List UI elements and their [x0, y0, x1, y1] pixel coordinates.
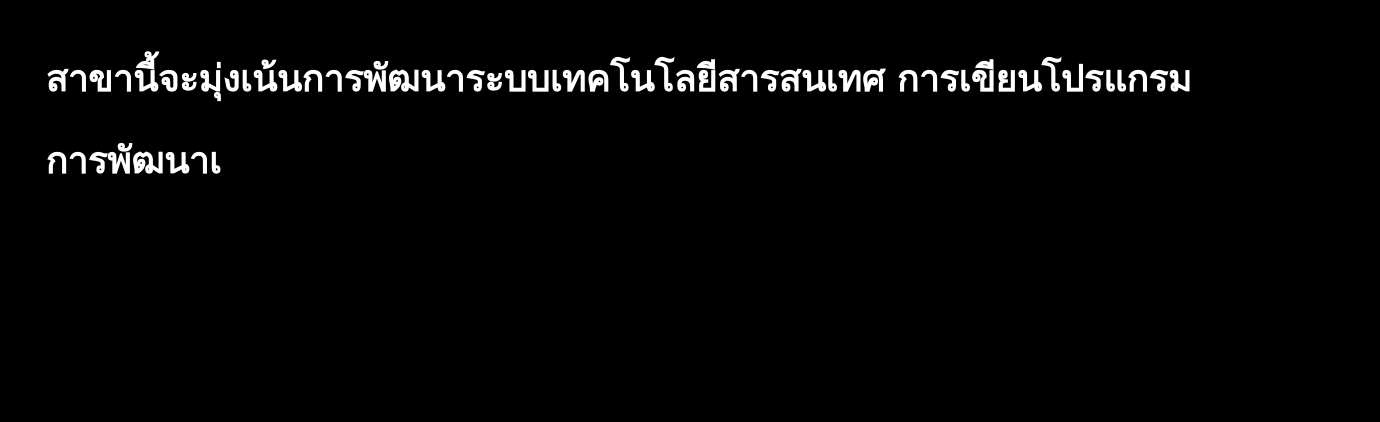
caption-line-1: สาขานี้จะมุ่งเน้นการพัฒนาระบบเทคโนโลยีสารสนเทศ การเขียนโปรแกรม [46, 57, 1193, 100]
caption-line-2: การพัฒนาเ [46, 139, 222, 182]
subtitle-caption [46, 38, 1346, 202]
